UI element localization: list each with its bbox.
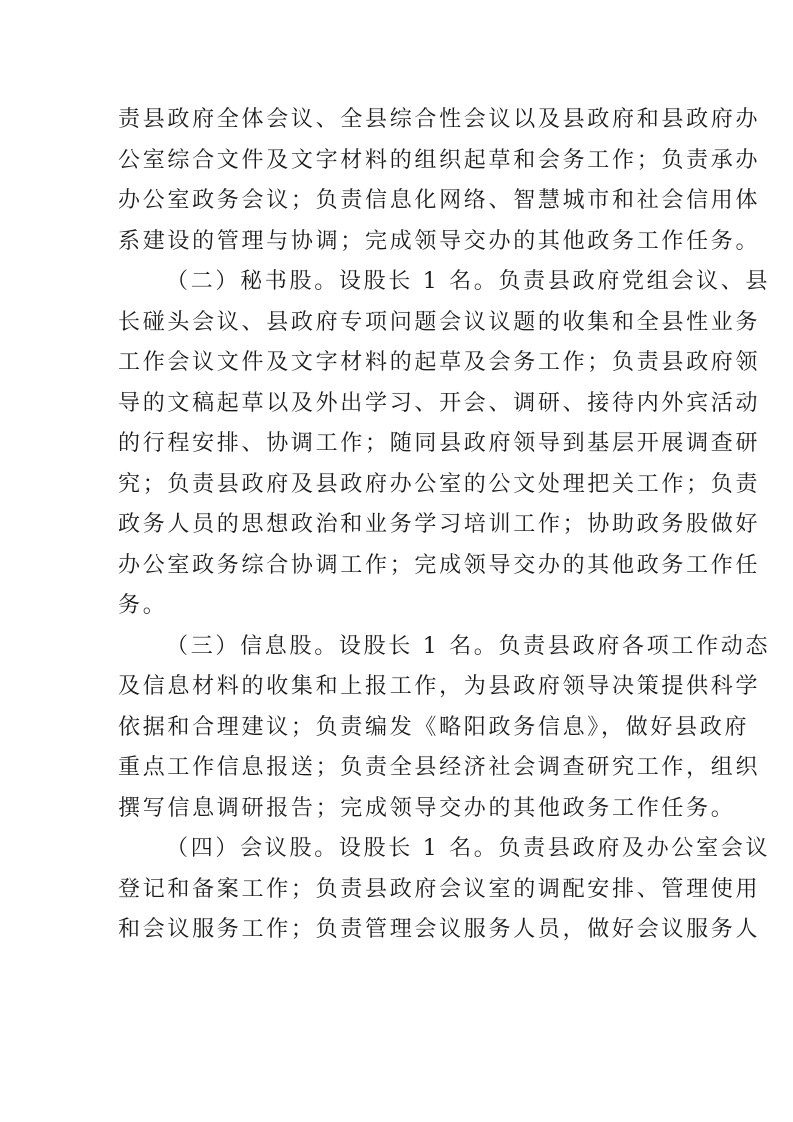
text-line: 登记和备案工作；负责县政府会议室的调配安排、管理使用	[118, 876, 761, 902]
paragraph-meeting-section	[118, 829, 771, 951]
text-line: （四）会议股。设股长 1 名。负责县政府及办公室会议	[166, 836, 771, 861]
text-line: 和会议服务工作；负责管理会议服务人员，做好会议服务人	[118, 917, 761, 942]
paragraph-continuation	[118, 100, 761, 262]
paragraph-secretary-section	[118, 262, 771, 627]
text-line: 公室综合文件及文字材料的组织起草和会务工作；负责承办	[118, 147, 761, 173]
text-line: 依据和合理建议；负责编发《略阳政务信息》，做好县政府	[118, 714, 750, 740]
text-line: 责县政府全体会议、全县综合性会议以及县政府和县政府办	[118, 107, 761, 132]
text-line: 撰写信息调研报告；完成领导交办的其他政务工作任务。	[118, 795, 736, 821]
text-line: 办公室政务会议；负责信息化网络、智慧城市和社会信用体	[118, 188, 761, 213]
text-line: （三）信息股。设股长 1 名。负责县政府各项工作动态	[166, 633, 771, 659]
text-line: 的行程安排、协调工作；随同县政府领导到基层开展调查研	[118, 431, 761, 456]
document-body	[118, 100, 771, 951]
paragraph-information-section	[118, 627, 771, 830]
text-line: 工作会议文件及文字材料的起草及会务工作；负责县政府领	[118, 350, 761, 375]
text-line: 长碰头会议、县政府专项问题会议议题的收集和全县性业务	[118, 309, 761, 335]
text-line: 政务人员的思想政治和业务学习培训工作；协助政务股做好	[118, 512, 761, 537]
text-line: 重点工作信息报送；负责全县经济社会调查研究工作，组织	[118, 755, 761, 780]
text-line: 导的文稿起草以及外出学习、开会、调研、接待内外宾活动	[118, 390, 761, 416]
text-line: 务。	[118, 593, 168, 618]
text-line: 办公室政务综合协调工作；完成领导交办的其他政务工作任	[118, 552, 761, 578]
text-line: 及信息材料的收集和上报工作，为县政府领导决策提供科学	[118, 674, 761, 699]
text-line: 系建设的管理与协调；完成领导交办的其他政务工作任务。	[118, 228, 761, 254]
text-line: 究；负责县政府及县政府办公室的公文处理把关工作；负责	[118, 471, 761, 497]
text-line: （二）秘书股。设股长 1 名。负责县政府党组会议、县	[166, 269, 771, 294]
